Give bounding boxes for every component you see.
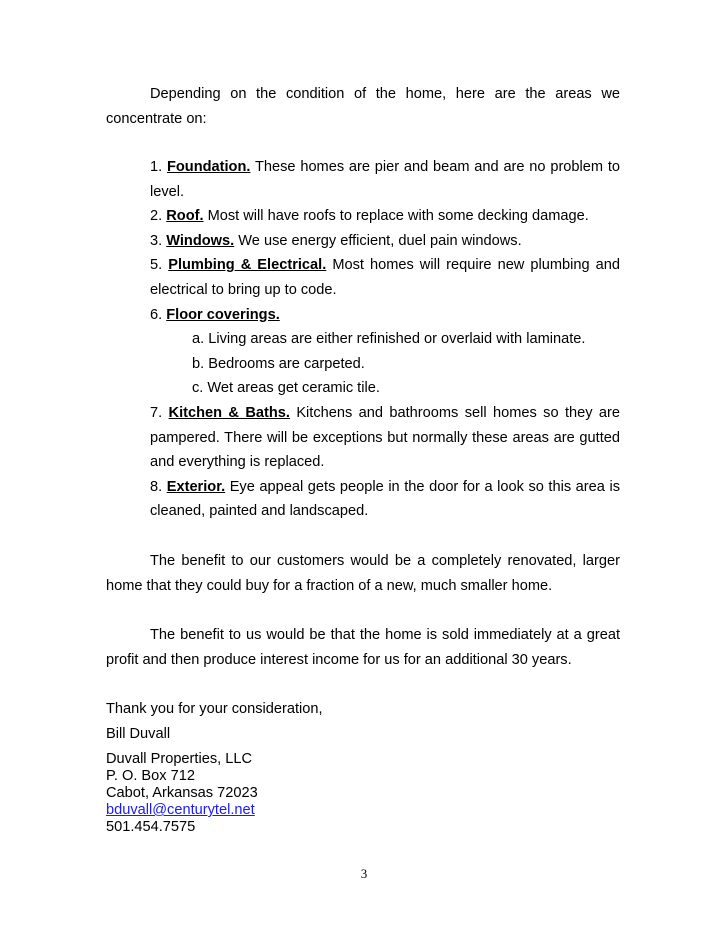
intro-line-1: Depending on the condition of the home, here are the areas we [150,86,620,102]
benefit-us-line-2: profit and then produce interest income for us for an additional 30 years. [106,651,572,668]
closing-text: Thank you for your consideration, [106,701,323,717]
signer-name: Bill Duvall [106,725,171,742]
closing-block [106,697,620,746]
sub-item-b: b. Bedrooms are carpeted. [192,355,365,372]
kitchen-heading: Kitchen & Baths. [168,404,290,421]
plumbing-line-2: electrical to bring up to code. [150,281,337,298]
list-item-foundation: 1. Foundation. These homes are pier and beam and are no problem to [150,159,620,175]
list-item-kitchen: 7. Kitchen & Baths. Kitchens and bathrooms sell homes so they are [150,404,620,421]
exterior-heading: Exterior. [166,478,226,495]
list-item-roof: 2. Roof. Most will have roofs to replace with some decking damage. [150,208,589,225]
company-name: Duvall Properties, LLC [106,751,253,767]
email-link[interactable]: bduvall@centurytel.net [106,802,255,818]
exterior-line-2: cleaned, painted and landscaped. [150,503,369,520]
windows-heading: Windows. [166,232,235,249]
kitchen-line-2: pampered. There will be exceptions but normally these areas are gutted [150,429,620,446]
po-box: P. O. Box 712 [106,768,195,784]
list-item-plumbing: 5. Plumbing & Electrical. Most homes will require new plumbing and [150,257,620,274]
floor-heading: Floor coverings. [166,306,280,323]
plumbing-heading: Plumbing & Electrical. [168,257,327,274]
page-number: 3 [360,866,368,881]
city-state-zip: Cabot, Arkansas 72023 [106,785,258,801]
list-item-floor: 6. Floor coverings. [150,306,280,323]
intro-paragraph [106,82,620,131]
benefit-us-line-1: The benefit to us would be that the home is sold immediately at a great [150,627,620,643]
foundation-heading: Foundation. [166,159,251,175]
list-item-exterior: 8. Exterior. Eye appeal gets people in the door for a look so this area is [150,478,620,495]
foundation-line-2: level. [150,183,185,200]
sub-item-c: c. Wet areas get ceramic tile. [192,380,380,397]
areas-list [150,155,620,524]
sub-item-a: a. Living areas are either refinished or overlaid with laminate. [192,331,586,348]
benefit-us-paragraph [106,623,620,672]
benefit-customers-line-2: home that they could buy for a fraction of a new, much smaller home. [106,577,553,594]
benefit-customers-line-1: The benefit to our customers would be a completely renovated, larger [150,553,620,569]
phone-number: 501.454.7575 [106,819,196,835]
signature-block [106,751,258,836]
benefit-customers-paragraph [106,549,620,598]
kitchen-line-3: and everything is replaced. [150,454,325,471]
intro-line-2: concentrate on: [106,110,207,127]
list-item-windows: 3. Windows. We use energy efficient, duel pain windows. [150,232,522,249]
roof-heading: Roof. [166,208,204,225]
